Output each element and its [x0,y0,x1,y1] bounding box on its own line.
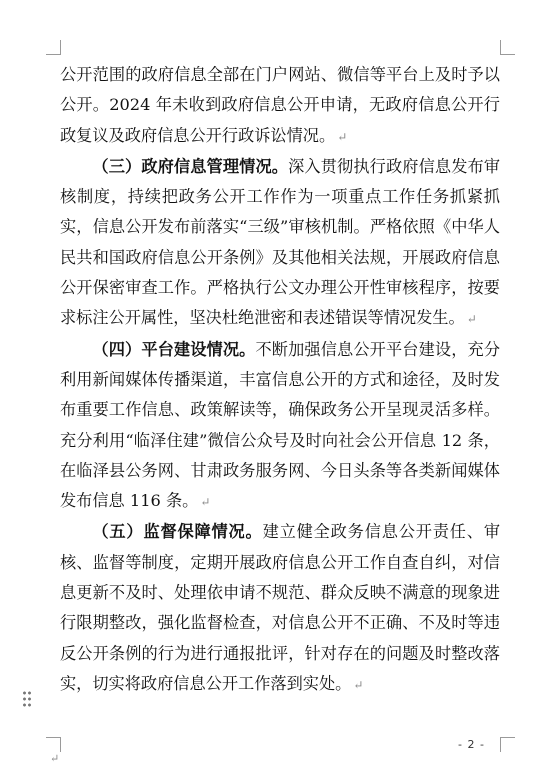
paragraph-mark: ↵ [353,677,364,692]
paragraph-3 [60,335,500,518]
paragraph-4 [60,517,500,700]
paragraph-1 [60,60,500,152]
paragraph-2 [60,152,500,335]
crop-mark-bottom-left [46,737,61,752]
page-number: - 2 - [458,738,485,751]
paragraph-2-heading: （三）政府信息管理情况。 [92,156,289,176]
crop-mark-top-left [46,40,61,55]
crop-mark-top-right [500,40,515,55]
paragraph-mark: ↵ [200,495,211,510]
paragraph-2-text: 深入贯彻执行政府信息发布审核制度，持续把政务公开工作作为一项重点工作任务抓紧抓实，信息公开发布前落实“三级”审核机制。严格依照《中华人民共和国政府信息公开条例》及其他相关法规，开展政府信息公开保密审查工作。严格执行公文办理公开性审核程序，按要求标注公开属性，坚决杜绝泄密和表述错误等情况发生。 [60,156,501,328]
paragraph-mark: ↵ [337,129,348,144]
paragraph-4-text: 建立健全政务信息公开责任、审核、监督等制度，定期开展政府信息公开工作自查自纠，对信息更新不及时、处理依申请不规范、群众反映不满意的现象进行限期整改，强化监督检查，对信息公开不正确、不及时等违反公开条例的行为进行通报批评，针对存在的问题及时整改落实，切实将政府信息公开工作落到实处。 [60,522,501,693]
paragraph-mark: ↵ [466,312,477,327]
crop-mark-bottom-right [500,737,515,752]
document-body[interactable] [60,60,500,700]
paragraph-3-text: 不断加强信息公开平台建设，充分利用新闻媒体传播渠道，丰富信息公开的方式和途径，及时发布重要工作信息、政策解读等，确保政务公开呈现灵活多样。充分利用“临泽住建”微信公众号及时向社会公开信息 12 条，在临泽县公务网、甘肃政务服务网、今日头条等各类新闻媒体发布信息 116 条。 [60,339,501,511]
paragraph-3-heading: （四）平台建设情况。 [92,339,256,359]
paragraph-4-heading: （五）监督保障情况。 [92,522,263,542]
paragraph-1-text: 公开范围的政府信息全部在门户网站、微信等平台上及时予以公开。2024 年未收到政府信息公开申请，无政府信息公开行政复议及政府信息公开行政诉讼情况。 [60,65,500,145]
drag-handle-icon[interactable] [22,690,32,708]
paragraph-mark: ↵ [50,752,60,765]
